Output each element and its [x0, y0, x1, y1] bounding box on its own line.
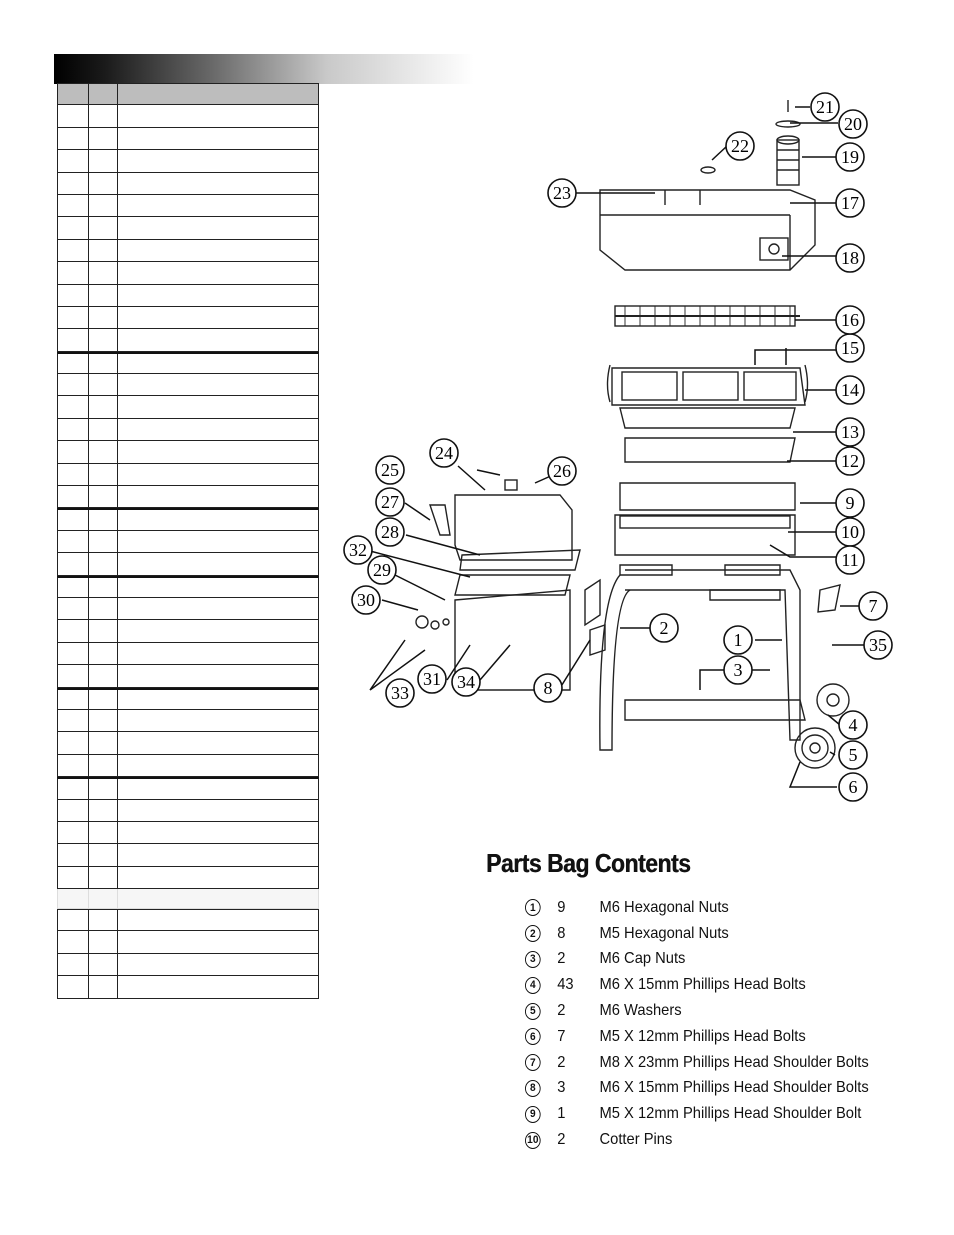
bag-item-number: 9 — [525, 1106, 541, 1123]
table-cell — [118, 128, 318, 149]
table-cell — [58, 578, 89, 597]
table-cell — [58, 844, 89, 865]
table-row — [57, 931, 319, 953]
table-cell — [118, 643, 318, 664]
callout-13 — [836, 418, 864, 446]
callout-26 — [548, 457, 576, 485]
table-cell — [58, 195, 89, 216]
callout-label: 20 — [844, 114, 862, 134]
table-cell — [89, 800, 118, 821]
parts-bag-item — [525, 998, 869, 1024]
bag-item-number: 4 — [525, 977, 541, 994]
callout-label: 23 — [553, 183, 571, 203]
bag-item-desc: M6 X 15mm Phillips Head Bolts — [599, 976, 806, 994]
table-row — [57, 732, 319, 754]
callout-29 — [368, 556, 396, 584]
table-cell — [89, 822, 118, 843]
callout-label: 28 — [381, 522, 399, 542]
table-cell — [58, 419, 89, 440]
callout-label: 31 — [423, 669, 441, 689]
table-cell — [118, 307, 318, 328]
bag-item-desc: M6 Washers — [599, 1002, 682, 1020]
table-cell — [58, 553, 89, 574]
table-row — [57, 710, 319, 732]
table-cell — [89, 598, 118, 619]
table-cell — [58, 441, 89, 462]
table-row — [57, 620, 319, 642]
table-cell — [118, 173, 318, 194]
table-cell — [58, 173, 89, 194]
table-header-row — [57, 83, 319, 105]
table-cell — [58, 710, 89, 731]
bag-item-desc: M6 Cap Nuts — [599, 950, 686, 968]
bag-item-desc: Cotter Pins — [599, 1131, 673, 1149]
callout-label: 35 — [869, 635, 887, 655]
table-cell — [58, 732, 89, 753]
table-row — [57, 105, 319, 127]
table-cell — [118, 374, 318, 395]
callout-28 — [376, 518, 404, 546]
callout-31 — [418, 665, 446, 693]
callout-label: 14 — [841, 380, 859, 400]
table-cell — [118, 105, 318, 126]
table-cell — [118, 240, 318, 261]
table-cell — [118, 779, 318, 798]
callout-4 — [839, 711, 867, 739]
table-cell — [58, 240, 89, 261]
table-row — [57, 307, 319, 329]
callout-30 — [352, 586, 380, 614]
callout-label: 25 — [381, 460, 399, 480]
table-cell — [89, 354, 118, 373]
table-cell — [58, 354, 89, 373]
table-cell — [118, 710, 318, 731]
table-cell — [89, 464, 118, 485]
table-cell — [58, 105, 89, 126]
table-cell — [118, 844, 318, 865]
table-cell — [89, 510, 118, 529]
callout-19 — [836, 143, 864, 171]
parts-bag-item — [525, 1101, 869, 1127]
callout-label: 8 — [543, 678, 553, 698]
parts-bag-list — [525, 895, 899, 1153]
table-cell — [118, 822, 318, 843]
table-cell — [58, 598, 89, 619]
callout-9 — [836, 489, 864, 517]
callout-2 — [650, 614, 678, 642]
table-cell — [118, 755, 318, 776]
table-cell — [89, 195, 118, 216]
parts-bag-item — [525, 947, 869, 973]
lid-shape — [600, 190, 815, 270]
table-cell — [89, 553, 118, 574]
table-cell — [58, 84, 89, 104]
table-cell — [89, 976, 118, 997]
callout-20 — [839, 110, 867, 138]
table-row — [57, 262, 319, 284]
bag-item-number: 2 — [525, 925, 541, 942]
table-row — [57, 352, 319, 374]
table-cell — [118, 150, 318, 171]
table-row — [57, 217, 319, 239]
callout-label: 1 — [733, 630, 743, 650]
callout-16 — [836, 306, 864, 334]
table-cell — [89, 755, 118, 776]
table-gap-row — [57, 889, 319, 909]
callout-label: 32 — [349, 540, 367, 560]
table-cell — [58, 889, 89, 908]
table-cell — [58, 531, 89, 552]
table-cell — [89, 690, 118, 709]
callout-17 — [836, 189, 864, 217]
table-cell — [58, 643, 89, 664]
table-cell — [118, 285, 318, 306]
table-cell — [58, 374, 89, 395]
smokestack-shape — [777, 140, 799, 185]
parts-bag-item — [525, 921, 869, 947]
table-cell — [118, 690, 318, 709]
table-cell — [58, 150, 89, 171]
callout-34 — [452, 668, 480, 696]
table-cell — [89, 150, 118, 171]
table-row — [57, 800, 319, 822]
callout-label: 24 — [435, 443, 453, 463]
table-cell — [118, 867, 318, 888]
bag-item-qty: 7 — [557, 1027, 566, 1045]
table-row — [57, 441, 319, 463]
bag-item-qty: 3 — [557, 1079, 566, 1097]
table-cell — [118, 553, 318, 574]
table-cell — [118, 578, 318, 597]
table-cell — [118, 889, 318, 908]
table-cell — [58, 329, 89, 350]
callout-label: 16 — [841, 310, 859, 330]
table-row — [57, 576, 319, 598]
callout-33 — [386, 679, 414, 707]
table-cell — [118, 262, 318, 283]
callout-label: 3 — [733, 660, 743, 680]
table-cell — [58, 128, 89, 149]
table-row — [57, 419, 319, 441]
parts-bag-item — [525, 1127, 869, 1153]
table-cell — [118, 510, 318, 529]
table-row — [57, 329, 319, 351]
callout-25 — [376, 456, 404, 484]
parts-bag-item — [525, 972, 869, 998]
bag-item-qty: 2 — [557, 1131, 566, 1149]
table-row — [57, 486, 319, 508]
bag-item-desc: M6 X 15mm Phillips Head Shoulder Bolts — [599, 1079, 869, 1097]
table-cell — [89, 665, 118, 686]
table-row — [57, 688, 319, 710]
table-row — [57, 844, 319, 866]
table-cell — [89, 262, 118, 283]
callout-label: 11 — [841, 550, 859, 570]
callout-label: 12 — [841, 451, 859, 471]
callout-5 — [839, 741, 867, 769]
callout-label: 33 — [391, 683, 409, 703]
table-row — [57, 195, 319, 217]
table-cell — [89, 531, 118, 552]
table-row — [57, 128, 319, 150]
table-cell — [89, 710, 118, 731]
table-cell — [89, 643, 118, 664]
callout-10 — [836, 518, 864, 546]
table-cell — [58, 285, 89, 306]
parts-table — [57, 83, 319, 999]
callout-label: 18 — [841, 248, 859, 268]
exploded-diagram — [335, 90, 895, 810]
callout-35 — [864, 631, 892, 659]
table-row — [57, 867, 319, 889]
table-row — [57, 598, 319, 620]
table-cell — [118, 396, 318, 417]
callout-label: 22 — [731, 136, 749, 156]
table-cell — [89, 889, 118, 908]
table-row — [57, 755, 319, 777]
table-cell — [118, 531, 318, 552]
table-cell — [89, 128, 118, 149]
table-cell — [89, 910, 118, 930]
table-row — [57, 822, 319, 844]
callout-label: 10 — [841, 522, 859, 542]
table-row — [57, 374, 319, 396]
parts-bag-item — [525, 1076, 869, 1102]
table-cell — [118, 486, 318, 507]
table-cell — [58, 867, 89, 888]
callout-label: 15 — [841, 338, 859, 358]
callout-label: 26 — [553, 461, 571, 481]
table-cell — [89, 620, 118, 641]
table-row — [57, 531, 319, 553]
bag-item-qty: 43 — [557, 976, 574, 994]
table-cell — [118, 732, 318, 753]
table-cell — [89, 105, 118, 126]
table-cell — [89, 285, 118, 306]
table-cell — [118, 354, 318, 373]
bag-item-number: 7 — [525, 1054, 541, 1071]
table-cell — [89, 217, 118, 238]
table-cell — [58, 486, 89, 507]
callout-label: 9 — [845, 493, 855, 513]
table-cell — [58, 307, 89, 328]
callout-label: 5 — [848, 745, 858, 765]
table-cell — [118, 464, 318, 485]
table-cell — [118, 419, 318, 440]
table-cell — [118, 620, 318, 641]
callout-label: 19 — [841, 147, 859, 167]
table-cell — [118, 931, 318, 952]
table-row — [57, 954, 319, 976]
table-row — [57, 173, 319, 195]
table-cell — [118, 195, 318, 216]
table-cell — [58, 620, 89, 641]
callout-label: 30 — [357, 590, 375, 610]
table-cell — [89, 419, 118, 440]
table-cell — [58, 510, 89, 529]
bag-item-qty: 2 — [557, 950, 566, 968]
table-cell — [89, 84, 118, 104]
table-row — [57, 240, 319, 262]
callout-32 — [344, 536, 372, 564]
table-cell — [58, 822, 89, 843]
bag-item-qty: 2 — [557, 1002, 566, 1020]
table-cell — [89, 396, 118, 417]
table-cell — [89, 173, 118, 194]
callout-18 — [836, 244, 864, 272]
callout-label: 13 — [841, 422, 859, 442]
table-cell — [89, 240, 118, 261]
table-row — [57, 643, 319, 665]
table-row — [57, 285, 319, 307]
table-cell — [58, 954, 89, 975]
table-row — [57, 909, 319, 931]
callout-label: 7 — [868, 596, 878, 616]
table-cell — [89, 867, 118, 888]
bag-item-qty: 9 — [557, 898, 566, 916]
table-cell — [58, 779, 89, 798]
table-cell — [89, 779, 118, 798]
callout-label: 2 — [659, 618, 669, 638]
table-row — [57, 150, 319, 172]
table-cell — [118, 441, 318, 462]
table-cell — [58, 800, 89, 821]
table-cell — [58, 910, 89, 930]
callout-22 — [726, 132, 754, 160]
table-cell — [89, 954, 118, 975]
table-cell — [118, 976, 318, 997]
bag-item-number: 6 — [525, 1028, 541, 1045]
table-cell — [89, 441, 118, 462]
table-cell — [89, 486, 118, 507]
callout-6 — [839, 773, 867, 801]
callout-12 — [836, 447, 864, 475]
table-cell — [118, 910, 318, 930]
table-cell — [89, 732, 118, 753]
table-cell — [58, 464, 89, 485]
table-cell — [89, 844, 118, 865]
bag-item-desc: M5 Hexagonal Nuts — [599, 924, 729, 942]
bag-item-number: 5 — [525, 1003, 541, 1020]
callout-label: 17 — [841, 193, 859, 213]
table-row — [57, 553, 319, 575]
callout-14 — [836, 376, 864, 404]
bag-item-number: 10 — [525, 1132, 541, 1149]
table-cell — [58, 665, 89, 686]
callout-3 — [724, 656, 752, 684]
bag-item-number: 8 — [525, 1080, 541, 1097]
bag-item-desc: M5 X 12mm Phillips Head Shoulder Bolt — [599, 1105, 862, 1123]
table-cell — [58, 755, 89, 776]
parts-bag-item — [525, 1024, 869, 1050]
callout-label: 4 — [848, 715, 858, 735]
callout-label: 29 — [373, 560, 391, 580]
callout-21 — [811, 93, 839, 121]
firebox-shape — [620, 483, 795, 510]
table-cell — [58, 931, 89, 952]
table-cell — [89, 374, 118, 395]
bag-item-qty: 1 — [557, 1105, 566, 1123]
table-cell — [58, 262, 89, 283]
bag-item-desc: M5 X 12mm Phillips Head Bolts — [599, 1027, 806, 1045]
table-cell — [118, 217, 318, 238]
callout-24 — [430, 439, 458, 467]
table-cell — [118, 329, 318, 350]
callout-15 — [836, 334, 864, 362]
bag-item-number: 1 — [525, 899, 541, 916]
parts-bag-item — [525, 895, 869, 921]
parts-bag-item — [525, 1050, 869, 1076]
table-row — [57, 396, 319, 418]
table-cell — [58, 976, 89, 997]
bag-item-qty: 2 — [557, 1053, 566, 1071]
table-row — [57, 777, 319, 799]
table-cell — [118, 84, 318, 104]
table-cell — [118, 665, 318, 686]
table-cell — [118, 800, 318, 821]
table-cell — [89, 307, 118, 328]
table-cell — [58, 217, 89, 238]
callout-7 — [859, 592, 887, 620]
table-cell — [89, 578, 118, 597]
table-row — [57, 464, 319, 486]
table-cell — [118, 598, 318, 619]
callout-23 — [548, 179, 576, 207]
side-box-lid — [455, 495, 572, 560]
bag-item-desc: M8 X 23mm Phillips Head Shoulder Bolts — [599, 1053, 869, 1071]
callout-label: 6 — [848, 777, 858, 797]
table-row — [57, 665, 319, 687]
table-cell — [58, 396, 89, 417]
callout-label: 21 — [816, 97, 834, 117]
table-cell — [118, 954, 318, 975]
callout-8 — [534, 674, 562, 702]
table-cell — [58, 690, 89, 709]
callout-11 — [836, 546, 864, 574]
header-gradient-bar — [54, 54, 474, 84]
table-row — [57, 508, 319, 530]
table-row — [57, 976, 319, 998]
bag-item-number: 3 — [525, 951, 541, 968]
callout-label: 27 — [381, 492, 399, 512]
parts-bag-title: Parts Bag Contents — [486, 848, 691, 878]
table-cell — [89, 329, 118, 350]
callout-1 — [724, 626, 752, 654]
table-cell — [89, 931, 118, 952]
bag-item-desc: M6 Hexagonal Nuts — [599, 898, 729, 916]
callout-27 — [376, 488, 404, 516]
callout-label: 34 — [457, 672, 475, 692]
bag-item-qty: 8 — [557, 924, 566, 942]
